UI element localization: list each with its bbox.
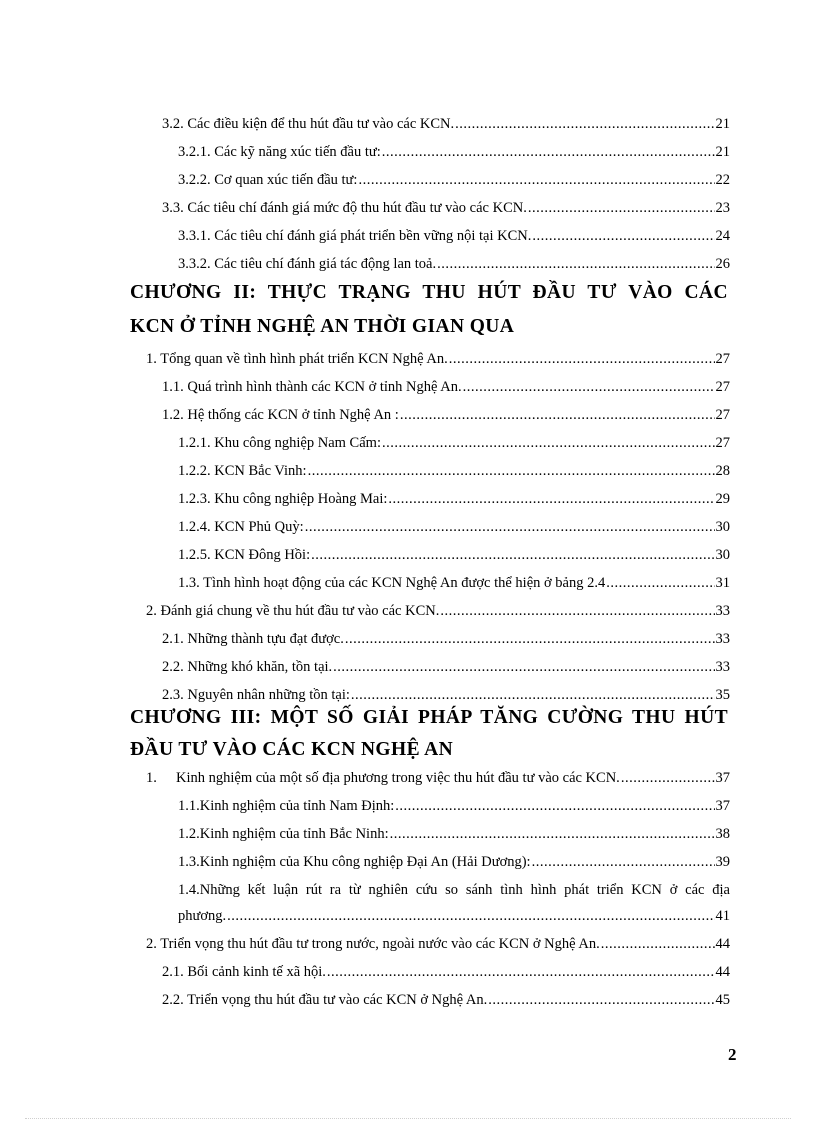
toc-entry-page: 27 — [715, 435, 730, 451]
toc-entry-text: 1.2. Hệ thống các KCN ở tỉnh Nghệ An : — [162, 407, 399, 423]
page-footer-divider — [25, 1118, 791, 1119]
toc-entry[interactable] — [162, 962, 730, 982]
toc-entry-page: 35 — [715, 687, 730, 703]
dot-leader — [621, 768, 715, 788]
dot-leader — [532, 226, 714, 246]
dot-leader — [601, 934, 715, 954]
toc-entry[interactable] — [178, 517, 730, 537]
toc-entry-text: 1.2.Kinh nghiệm của tỉnh Bắc Ninh: — [178, 826, 389, 842]
toc-entry-text: 1. Tổng quan về tình hình phát triển KCN Nghệ An. — [146, 351, 448, 367]
chapter-heading[interactable]: CHƯƠNG II: THỰC TRẠNG THU HÚT ĐẦU TƯ VÀO CÁC — [130, 282, 728, 303]
dot-leader — [333, 657, 714, 677]
toc-entry[interactable] — [178, 489, 730, 509]
toc-entry-page: 45 — [715, 992, 730, 1008]
dot-leader — [327, 962, 715, 982]
toc-entry[interactable] — [146, 349, 730, 369]
toc-entry-text: 3.3.2. Các tiêu chí đánh giá tác động lan toả. — [178, 256, 437, 272]
toc-entry-text: 2.1. Bối cảnh kinh tế xã hội. — [162, 964, 326, 980]
page-number: 2 — [728, 1045, 737, 1064]
dot-leader — [395, 796, 714, 816]
chapter-heading[interactable]: ĐẦU TƯ VÀO CÁC KCN NGHỆ AN — [130, 739, 454, 760]
dot-leader — [440, 601, 714, 621]
toc-entry-page: 28 — [715, 463, 730, 479]
toc-entry-page: 24 — [715, 228, 730, 244]
toc-entry-text: 3.2. Các điều kiện để thu hút đầu tư vào các KCN. — [162, 116, 455, 132]
toc-entry-number: 1. — [146, 770, 157, 786]
dot-leader — [532, 852, 715, 872]
toc-entry-text: 1.2.2. KCN Bắc Vinh: — [178, 463, 307, 479]
toc-entry[interactable] — [162, 377, 730, 397]
toc-entry-page: 26 — [715, 256, 730, 272]
toc-entry[interactable] — [162, 657, 730, 677]
toc-entry[interactable] — [178, 852, 730, 872]
toc-entry-text: 1.2.5. KCN Đông Hồi: — [178, 547, 311, 563]
toc-entry[interactable] — [162, 198, 730, 218]
toc-entry-page: 44 — [715, 936, 730, 952]
toc-entry-text: 3.3.1. Các tiêu chí đánh giá phát triển bền vững nội tại KCN. — [178, 228, 532, 244]
toc-entry-page: 29 — [715, 491, 730, 507]
toc-entry-page: 41 — [715, 908, 730, 924]
toc-entry[interactable] — [146, 768, 730, 788]
toc-entry-page: 21 — [715, 144, 730, 160]
dot-leader — [311, 545, 714, 565]
dot-leader — [455, 114, 714, 134]
toc-entry[interactable] — [178, 461, 730, 481]
dot-leader — [390, 824, 715, 844]
toc-entry-page: 23 — [715, 200, 730, 216]
toc-entry-text: 1.2.1. Khu công nghiệp Nam Cấm: — [178, 435, 381, 451]
toc-entry-text: 1.2.4. KCN Phủ Quỳ: — [178, 519, 304, 535]
toc-entry-text: 2. Triển vọng thu hút đầu tư trong nước, ngoài nước vào các KCN ở Nghệ An. — [146, 936, 600, 952]
toc-entry-text[interactable]: 1.4.Những kết luận rút ra từ nghiên cứu so sánh tình hình phát triển KCN ở các địa — [178, 882, 730, 898]
dot-leader — [305, 517, 715, 537]
toc-entry-page: 38 — [715, 826, 730, 842]
dot-leader — [606, 573, 714, 593]
toc-entry-page: 27 — [715, 379, 730, 395]
toc-entry-page: 22 — [715, 172, 730, 188]
dot-leader — [400, 405, 715, 425]
toc-entry-text: 3.3. Các tiêu chí đánh giá mức độ thu hút đầu tư vào các KCN. — [162, 200, 527, 216]
dot-leader — [449, 349, 715, 369]
toc-entry-page: 31 — [715, 575, 730, 591]
dot-leader — [463, 377, 715, 397]
toc-entry[interactable] — [178, 796, 730, 816]
toc-entry-page: 37 — [715, 770, 730, 786]
toc-entry[interactable] — [146, 601, 730, 621]
toc-entry-page: 33 — [715, 631, 730, 647]
toc-entry[interactable] — [162, 990, 730, 1010]
toc-entry[interactable] — [178, 906, 730, 926]
toc-entry-text: 1.2.3. Khu công nghiệp Hoàng Mai: — [178, 491, 388, 507]
toc-entry-page: 39 — [715, 854, 730, 870]
toc-entry-page: 33 — [715, 603, 730, 619]
toc-entry[interactable] — [162, 114, 730, 134]
toc-entry-text: 2.2. Những khó khăn, tồn tại. — [162, 659, 333, 675]
dot-leader — [351, 685, 715, 705]
dot-leader — [308, 461, 715, 481]
toc-entry-page: 30 — [715, 519, 730, 535]
toc-entry[interactable] — [178, 545, 730, 565]
toc-entry-page: 33 — [715, 659, 730, 675]
toc-entry-page: 27 — [715, 351, 730, 367]
toc-entry[interactable] — [178, 824, 730, 844]
toc-entry[interactable] — [178, 142, 730, 162]
toc-entry[interactable] — [178, 573, 730, 593]
dot-leader — [437, 254, 714, 274]
toc-entry[interactable] — [178, 226, 730, 246]
chapter-heading[interactable]: CHƯƠNG III: MỘT SỐ GIẢI PHÁP TĂNG CƯỜNG THU HÚT — [130, 707, 728, 728]
toc-entry-text: 3.2.1. Các kỹ năng xúc tiến đầu tư: — [178, 144, 381, 160]
toc-entry-text: 1.1.Kinh nghiệm của tỉnh Nam Định: — [178, 798, 395, 814]
toc-entry-page: 44 — [715, 964, 730, 980]
toc-entry-page: 21 — [715, 116, 730, 132]
dot-leader — [227, 906, 714, 926]
toc-entry-text: 1.3.Kinh nghiệm của Khu công nghiệp Đại An (Hải Dương): — [178, 854, 531, 870]
dot-leader — [382, 142, 715, 162]
toc-entry[interactable] — [162, 405, 730, 425]
toc-entry[interactable] — [178, 254, 730, 274]
dot-leader — [358, 170, 714, 190]
toc-entry-text: 3.2.2. Cơ quan xúc tiến đầu tư: — [178, 172, 358, 188]
dot-leader — [382, 433, 715, 453]
toc-entry-page: 30 — [715, 547, 730, 563]
toc-entry-text: 2.3. Nguyên nhân những tồn tại: — [162, 687, 350, 703]
toc-entry[interactable] — [162, 685, 730, 705]
toc-entry-text: 2.2. Triển vọng thu hút đầu tư vào các KCN ở Nghệ An. — [162, 992, 488, 1008]
dot-leader — [488, 990, 714, 1010]
toc-entry-text: 2. Đánh giá chung về thu hút đầu tư vào các KCN. — [146, 603, 440, 619]
toc-entry[interactable] — [178, 170, 730, 190]
toc-entry-text: 2.1. Những thành tựu đạt được. — [162, 631, 344, 647]
toc-entry[interactable] — [178, 433, 730, 453]
toc-entry[interactable] — [162, 629, 730, 649]
toc-entry-page: 27 — [715, 407, 730, 423]
chapter-heading[interactable]: KCN Ở TỈNH NGHỆ AN THỜI GIAN QUA — [130, 316, 515, 337]
toc-entry-text: 1.1. Quá trình hình thành các KCN ở tỉnh Nghệ An. — [162, 379, 462, 395]
toc-entry-page: 37 — [715, 798, 730, 814]
dot-leader — [528, 198, 715, 218]
toc-entry-text: phương. — [178, 908, 227, 924]
dot-leader — [388, 489, 714, 509]
dot-leader — [345, 629, 715, 649]
toc-entry[interactable] — [146, 934, 730, 954]
toc-entry-text: Kinh nghiệm của một số địa phương trong việc thu hút đầu tư vào các KCN. — [176, 770, 620, 786]
toc-entry-text: 1.3. Tình hình hoạt động của các KCN Nghệ An được thể hiện ở bảng 2.4 — [178, 575, 606, 591]
